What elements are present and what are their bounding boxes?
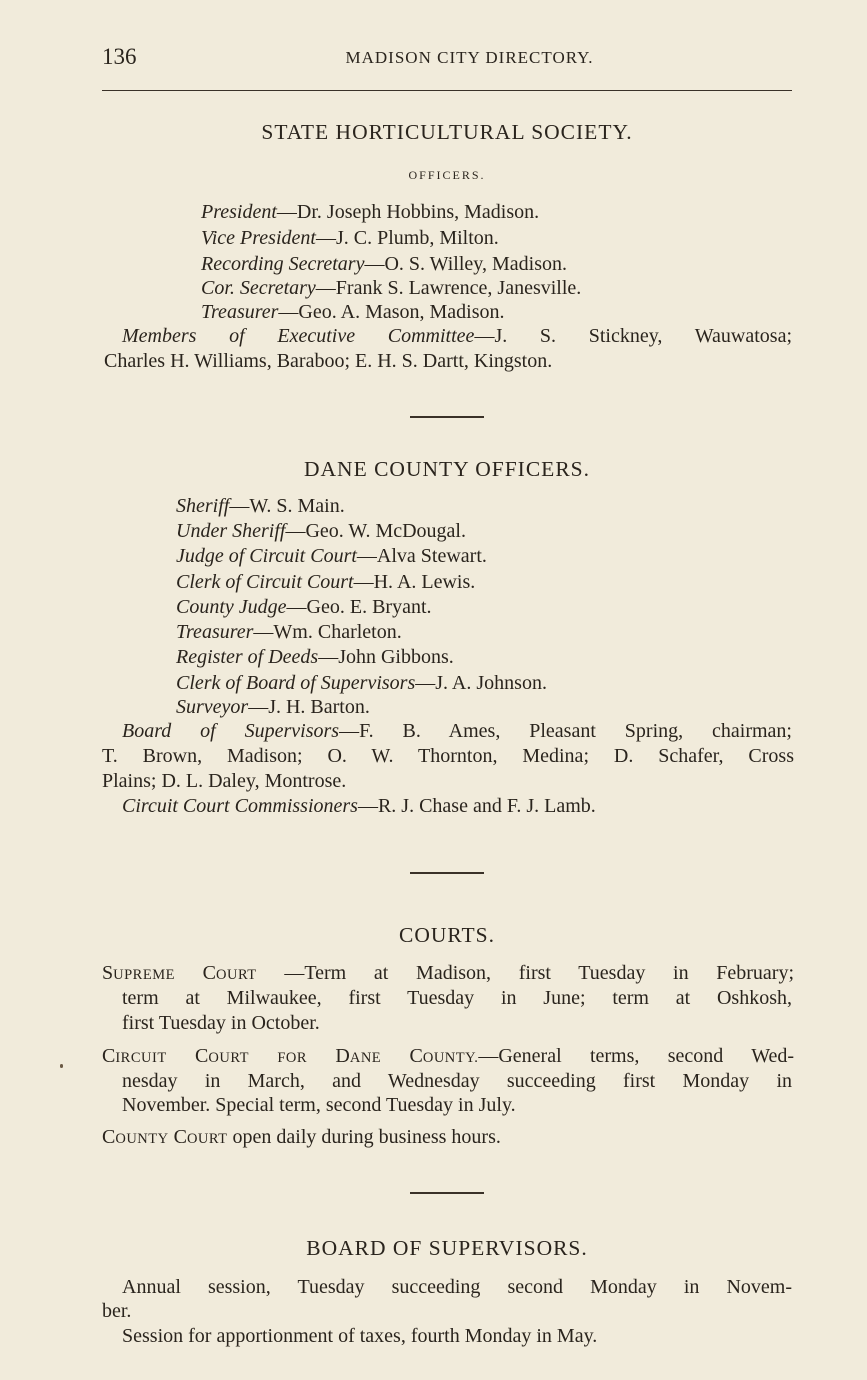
entry-title: Cor. Secretary xyxy=(201,277,316,299)
entry-name: —J. A. Johnson. xyxy=(415,672,547,694)
board-of-supervisors-cont-2: Plains; D. L. Daley, Montrose. xyxy=(102,770,347,792)
running-head: MADISON CITY DIRECTORY. xyxy=(345,48,594,67)
entry-title: Surveyor xyxy=(176,696,249,718)
entry-sheriff xyxy=(176,495,345,518)
entry-name: —F. B. Ames, Pleasant Spring, chairman; xyxy=(339,720,792,742)
entry-title: Clerk of Circuit Court xyxy=(176,571,354,593)
courts-heading: COURTS. xyxy=(399,923,495,947)
entry-name: —Frank S. Lawrence, Janesville. xyxy=(315,277,582,299)
entry-title: Sheriff xyxy=(176,495,230,517)
entry-title: Board of Supervisors xyxy=(122,720,340,742)
board-of-supervisors-cont: T. Brown, Madison; O. W. Thornton, Medina; D. Schafer, Cross xyxy=(102,745,794,767)
entry-title: Recording Secretary xyxy=(201,253,365,275)
entry-surveyor xyxy=(176,696,370,719)
supervisors-heading: BOARD OF SUPERVISORS. xyxy=(306,1236,588,1260)
supervisors-line-1: Annual session, Tuesday succeeding second Monday in Novem- xyxy=(122,1276,792,1298)
entry-title: Treasurer xyxy=(176,621,254,643)
supreme-court-cont-2: first Tuesday in October. xyxy=(122,1012,320,1034)
entry-title: President xyxy=(201,201,277,223)
entry-title: Under Sheriff xyxy=(176,520,286,542)
entry-title: Circuit Court Commissioners xyxy=(122,795,358,817)
section-divider xyxy=(410,872,484,874)
dane-heading: DANE COUNTY OFFICERS. xyxy=(304,457,590,481)
executive-committee-cont: Charles H. Williams, Baraboo; E. H. S. Dartt, Kingston. xyxy=(104,350,553,372)
entry-name: —J. C. Plumb, Milton. xyxy=(315,227,499,249)
entry-title: Register of Deeds xyxy=(176,646,319,668)
entry-name: —Alva Stewart. xyxy=(356,545,487,567)
entry-cor-secretary xyxy=(201,277,581,300)
entry-name: —H. A. Lewis. xyxy=(353,571,476,593)
entry-title: Clerk of Board of Supervisors xyxy=(176,672,416,694)
entry-circuit-clerk xyxy=(176,571,475,594)
circuit-court-entry: CIRCUIT COURT FOR DANE COUNTY.—General terms, second Wed- xyxy=(102,1045,795,1067)
entry-name: —J. H. Barton. xyxy=(248,696,370,718)
section-divider xyxy=(410,416,484,418)
circuit-court-cont-2: November. Special term, second Tuesday in July. xyxy=(122,1094,516,1116)
supervisors-line-3: Session for apportionment of taxes, fourth Monday in May. xyxy=(122,1325,598,1347)
paper-speck xyxy=(60,1064,63,1068)
entry-name: —Geo. E. Bryant. xyxy=(286,596,432,618)
entry-county-treasurer xyxy=(176,621,402,644)
entry-treasurer xyxy=(201,301,505,324)
county-court-entry: COUNTY COURT open daily during business hours. xyxy=(102,1126,501,1148)
entry-name: —Dr. Joseph Hobbins, Madison. xyxy=(276,201,540,223)
entry-name: —Wm. Charleton. xyxy=(253,621,402,643)
section-divider xyxy=(410,1192,484,1194)
entry-board-of-supervisors xyxy=(122,720,792,746)
entry-clerk-of-board xyxy=(176,672,547,695)
entry-under-sheriff xyxy=(176,520,466,543)
supervisors-line-2: ber. xyxy=(102,1300,132,1322)
entry-register-of-deeds xyxy=(176,646,454,669)
entry-president xyxy=(201,201,539,224)
entry-title: Treasurer xyxy=(201,301,279,323)
entry-circuit-judge xyxy=(176,545,487,568)
entry-name: —O. S. Willey, Madison. xyxy=(364,253,567,275)
entry-title: Vice President xyxy=(201,227,316,249)
entry-name: —W. S. Main. xyxy=(229,495,345,517)
header-rule xyxy=(102,90,792,91)
entry-title: Judge of Circuit Court xyxy=(176,545,357,567)
entry-title: County Judge xyxy=(176,596,287,618)
entry-title: Members of Executive Committee xyxy=(122,325,475,347)
entry-name: —Geo. W. McDougal. xyxy=(285,520,466,542)
page-header xyxy=(102,44,792,74)
supreme-court-cont: term at Milwaukee, first Tuesday in June; term at Oshkosh, xyxy=(122,987,792,1009)
entry-vice-president xyxy=(201,227,499,250)
circuit-court-cont: nesday in March, and Wednesday succeeding first Monday in xyxy=(122,1070,792,1092)
page-number: 136 xyxy=(102,44,137,69)
officers-subheading: OFFICERS. xyxy=(408,168,486,182)
entry-name: —R. J. Chase and F. J. Lamb. xyxy=(357,795,596,817)
entry-name: —Geo. A. Mason, Madison. xyxy=(278,301,505,323)
entry-recording-secretary xyxy=(201,253,567,276)
supreme-court-entry: SUPREME COURT —Term at Madison, first Tuesday in February; xyxy=(102,962,795,984)
horticultural-heading: STATE HORTICULTURAL SOCIETY. xyxy=(261,120,633,144)
entry-county-judge xyxy=(176,596,432,619)
entry-commissioners xyxy=(122,795,596,818)
entry-name: —J. S. Stickney, Wauwatosa; xyxy=(474,325,792,347)
entry-executive-committee xyxy=(122,325,792,351)
entry-name: —John Gibbons. xyxy=(318,646,454,668)
